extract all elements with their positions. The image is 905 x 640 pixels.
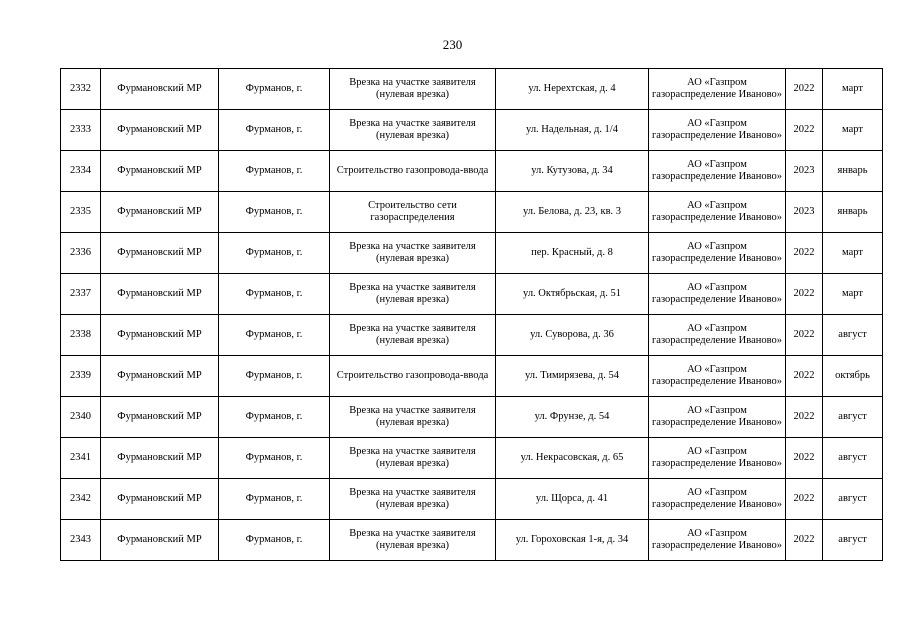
- table-row: [61, 192, 883, 233]
- district-cell: Фурмановский МР: [101, 110, 219, 151]
- city-cell: Фурманов, г.: [219, 233, 330, 274]
- organization-cell: АО «Газпром газораспределение Иваново»: [649, 192, 786, 233]
- district-cell: Фурмановский МР: [101, 520, 219, 561]
- work-type-cell: Врезка на участке заявителя (нулевая врезка): [330, 69, 496, 110]
- year-cell: 2022: [786, 520, 823, 561]
- address-cell: ул. Гороховская 1-я, д. 34: [496, 520, 649, 561]
- district-cell: Фурмановский МР: [101, 397, 219, 438]
- year-cell: 2022: [786, 315, 823, 356]
- address-cell: ул. Октябрьская, д. 51: [496, 274, 649, 315]
- work-type-cell: Врезка на участке заявителя (нулевая врезка): [330, 233, 496, 274]
- registry-table: [60, 68, 883, 561]
- year-cell: 2022: [786, 438, 823, 479]
- district-cell: Фурмановский МР: [101, 69, 219, 110]
- row-number-cell: 2334: [61, 151, 101, 192]
- work-type-cell: Врезка на участке заявителя (нулевая врезка): [330, 110, 496, 151]
- district-cell: Фурмановский МР: [101, 438, 219, 479]
- district-cell: Фурмановский МР: [101, 356, 219, 397]
- address-cell: ул. Надельная, д. 1/4: [496, 110, 649, 151]
- row-number-cell: 2336: [61, 233, 101, 274]
- table-row: [61, 356, 883, 397]
- address-cell: ул. Некрасовская, д. 65: [496, 438, 649, 479]
- work-type-cell: Врезка на участке заявителя (нулевая врезка): [330, 479, 496, 520]
- month-cell: август: [823, 479, 883, 520]
- address-cell: ул. Нерехтская, д. 4: [496, 69, 649, 110]
- row-number-cell: 2340: [61, 397, 101, 438]
- district-cell: Фурмановский МР: [101, 315, 219, 356]
- row-number-cell: 2339: [61, 356, 101, 397]
- organization-cell: АО «Газпром газораспределение Иваново»: [649, 438, 786, 479]
- city-cell: Фурманов, г.: [219, 274, 330, 315]
- district-cell: Фурмановский МР: [101, 479, 219, 520]
- row-number-cell: 2335: [61, 192, 101, 233]
- month-cell: август: [823, 520, 883, 561]
- organization-cell: АО «Газпром газораспределение Иваново»: [649, 151, 786, 192]
- work-type-cell: Строительство сети газораспределения: [330, 192, 496, 233]
- address-cell: ул. Щорса, д. 41: [496, 479, 649, 520]
- city-cell: Фурманов, г.: [219, 397, 330, 438]
- year-cell: 2022: [786, 110, 823, 151]
- table-row: [61, 69, 883, 110]
- year-cell: 2022: [786, 69, 823, 110]
- month-cell: март: [823, 110, 883, 151]
- year-cell: 2022: [786, 397, 823, 438]
- city-cell: Фурманов, г.: [219, 356, 330, 397]
- row-number-cell: 2332: [61, 69, 101, 110]
- city-cell: Фурманов, г.: [219, 520, 330, 561]
- year-cell: 2023: [786, 151, 823, 192]
- organization-cell: АО «Газпром газораспределение Иваново»: [649, 356, 786, 397]
- address-cell: ул. Тимирязева, д. 54: [496, 356, 649, 397]
- year-cell: 2023: [786, 192, 823, 233]
- organization-cell: АО «Газпром газораспределение Иваново»: [649, 110, 786, 151]
- month-cell: октябрь: [823, 356, 883, 397]
- table-row: [61, 520, 883, 561]
- work-type-cell: Врезка на участке заявителя (нулевая врезка): [330, 520, 496, 561]
- month-cell: август: [823, 397, 883, 438]
- city-cell: Фурманов, г.: [219, 151, 330, 192]
- address-cell: ул. Кутузова, д. 34: [496, 151, 649, 192]
- address-cell: ул. Фрунзе, д. 54: [496, 397, 649, 438]
- district-cell: Фурмановский МР: [101, 151, 219, 192]
- district-cell: Фурмановский МР: [101, 274, 219, 315]
- table-row: [61, 438, 883, 479]
- year-cell: 2022: [786, 233, 823, 274]
- month-cell: январь: [823, 151, 883, 192]
- work-type-cell: Строительство газопровода-ввода: [330, 356, 496, 397]
- row-number-cell: 2338: [61, 315, 101, 356]
- row-number-cell: 2333: [61, 110, 101, 151]
- work-type-cell: Врезка на участке заявителя (нулевая врезка): [330, 438, 496, 479]
- page-number: 230: [442, 37, 463, 52]
- month-cell: август: [823, 315, 883, 356]
- table-row: [61, 110, 883, 151]
- district-cell: Фурмановский МР: [101, 192, 219, 233]
- year-cell: 2022: [786, 479, 823, 520]
- registry-table-body: [61, 69, 883, 561]
- year-cell: 2022: [786, 274, 823, 315]
- month-cell: март: [823, 233, 883, 274]
- work-type-cell: Врезка на участке заявителя (нулевая врезка): [330, 315, 496, 356]
- city-cell: Фурманов, г.: [219, 192, 330, 233]
- month-cell: март: [823, 274, 883, 315]
- address-cell: ул. Белова, д. 23, кв. 3: [496, 192, 649, 233]
- city-cell: Фурманов, г.: [219, 315, 330, 356]
- work-type-cell: Врезка на участке заявителя (нулевая врезка): [330, 397, 496, 438]
- organization-cell: АО «Газпром газораспределение Иваново»: [649, 520, 786, 561]
- row-number-cell: 2337: [61, 274, 101, 315]
- city-cell: Фурманов, г.: [219, 110, 330, 151]
- row-number-cell: 2342: [61, 479, 101, 520]
- district-cell: Фурмановский МР: [101, 233, 219, 274]
- month-cell: январь: [823, 192, 883, 233]
- city-cell: Фурманов, г.: [219, 479, 330, 520]
- table-row: [61, 274, 883, 315]
- organization-cell: АО «Газпром газораспределение Иваново»: [649, 233, 786, 274]
- table-row: [61, 397, 883, 438]
- organization-cell: АО «Газпром газораспределение Иваново»: [649, 397, 786, 438]
- row-number-cell: 2341: [61, 438, 101, 479]
- address-cell: пер. Красный, д. 8: [496, 233, 649, 274]
- organization-cell: АО «Газпром газораспределение Иваново»: [649, 479, 786, 520]
- work-type-cell: Врезка на участке заявителя (нулевая врезка): [330, 274, 496, 315]
- table-row: [61, 233, 883, 274]
- work-type-cell: Строительство газопровода-ввода: [330, 151, 496, 192]
- table-row: [61, 479, 883, 520]
- month-cell: март: [823, 69, 883, 110]
- organization-cell: АО «Газпром газораспределение Иваново»: [649, 69, 786, 110]
- address-cell: ул. Суворова, д. 36: [496, 315, 649, 356]
- organization-cell: АО «Газпром газораспределение Иваново»: [649, 274, 786, 315]
- city-cell: Фурманов, г.: [219, 69, 330, 110]
- city-cell: Фурманов, г.: [219, 438, 330, 479]
- year-cell: 2022: [786, 356, 823, 397]
- table-row: [61, 315, 883, 356]
- row-number-cell: 2343: [61, 520, 101, 561]
- organization-cell: АО «Газпром газораспределение Иваново»: [649, 315, 786, 356]
- month-cell: август: [823, 438, 883, 479]
- table-row: [61, 151, 883, 192]
